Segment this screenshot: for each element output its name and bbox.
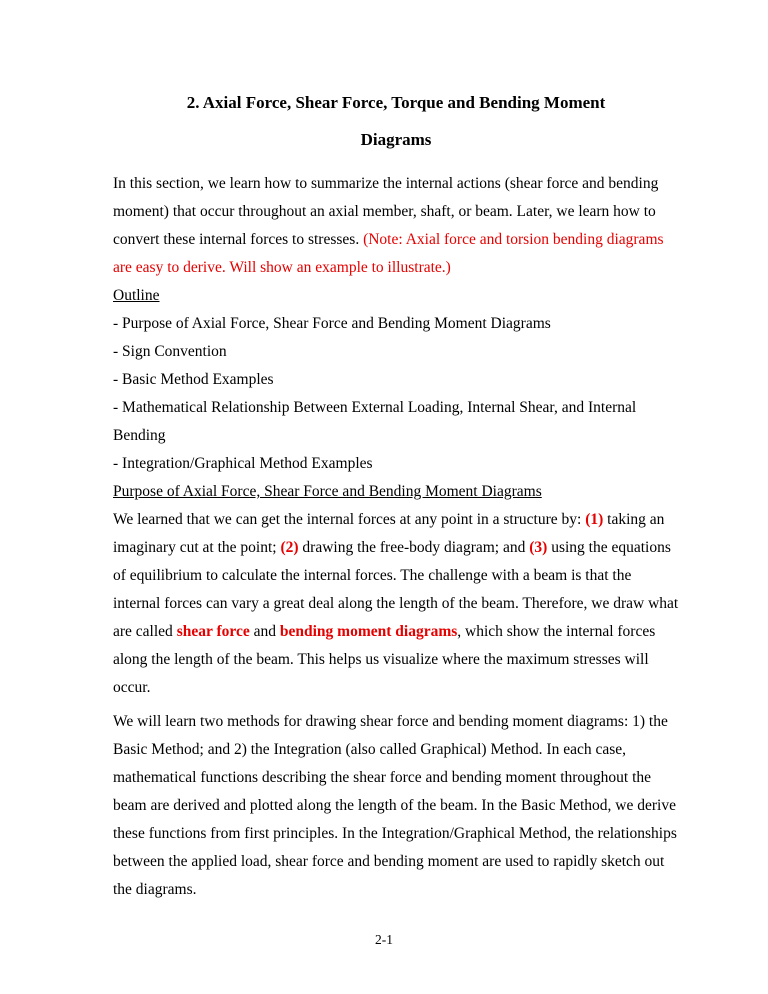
outline-item: - Purpose of Axial Force, Shear Force and Bending Moment Diagrams bbox=[113, 315, 551, 332]
outline-item: - Mathematical Relationship Between External Loading, Internal Shear, and Internal Bending bbox=[113, 399, 637, 444]
outline-item: - Sign Convention bbox=[113, 343, 227, 360]
outline-item: - Integration/Graphical Method Examples bbox=[113, 455, 373, 472]
outline-item: - Basic Method Examples bbox=[113, 371, 274, 388]
page-number: 2-1 bbox=[375, 932, 393, 947]
intro-paragraph: In this section, we learn how to summarize the internal actions (shear force and bending moment) that occur throughout an axial member, shaft, or beam. Later, we learn how to convert these internal forces to stresses. (Note: Axial force and torsion bending diagrams are easy to derive. Will show an example to illustrate.) bbox=[113, 175, 664, 276]
outline-heading: Outline bbox=[113, 287, 160, 304]
purpose-paragraph-2: We will learn two methods for drawing shear force and bending moment diagrams: 1) the Basic Method; and 2) the Integration (also called Graphical) Method. In each case, mathematical functions describing the shear force and bending moment throughout the beam are derived and plotted along the length of the beam. In the Basic Method, we derive these functions from first principles. In the Integration/Graphical Method, the relationships between the applied load, shear force and bending moment are used to rapidly sketch out the diagrams. bbox=[113, 713, 677, 898]
title-line-1: 2. Axial Force, Shear Force, Torque and Bending Moment bbox=[186, 93, 606, 112]
document-content bbox=[113, 84, 679, 904]
purpose-paragraph-1: We learned that we can get the internal forces at any point in a structure by: (1) taking an imaginary cut at the point; (2) drawing the free-body diagram; and (3) using the equations of equilibrium to calculate the internal forces. The challenge with a beam is that the internal forces can vary a great deal along the length of the beam. Therefore, we draw what are called shear force and bending moment diagrams, which show the internal forces along the length of the beam. This helps us visualize where the maximum stresses will occur. bbox=[113, 511, 679, 696]
purpose-heading: Purpose of Axial Force, Shear Force and Bending Moment Diagrams bbox=[113, 483, 542, 500]
title-line-2: Diagrams bbox=[360, 130, 432, 149]
document-title bbox=[113, 84, 679, 158]
